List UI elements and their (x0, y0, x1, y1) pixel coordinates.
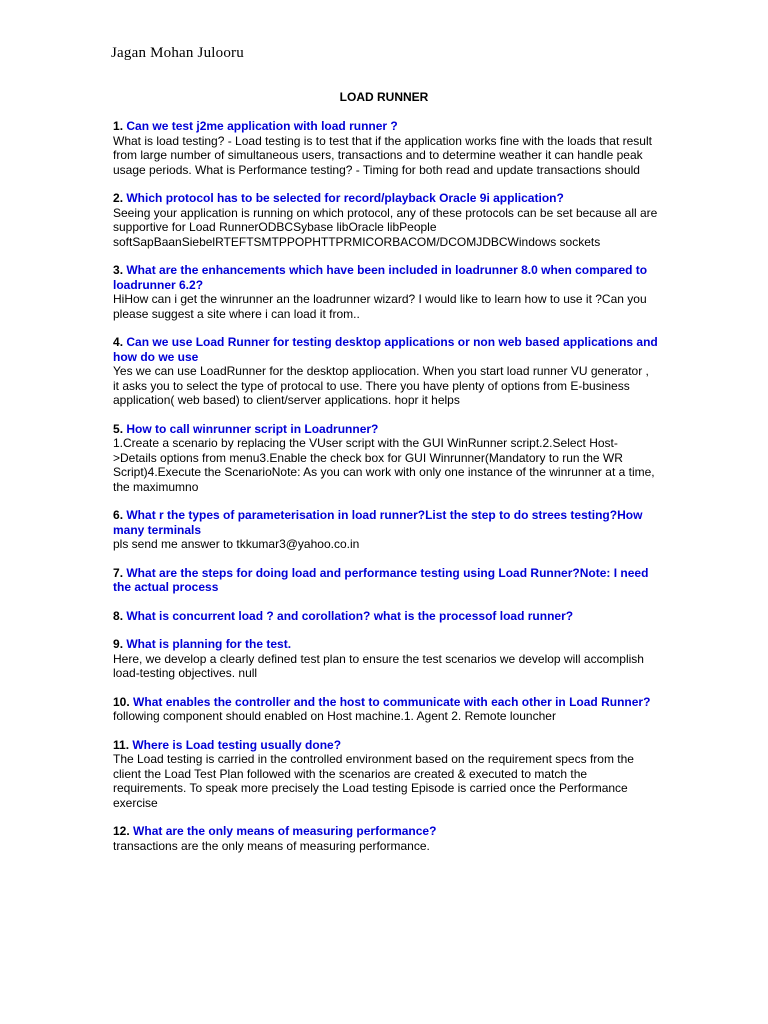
question: 5. How to call winrunner script in Loadrunner? (113, 421, 379, 436)
qa-item (113, 263, 658, 321)
question: 9. What is planning for the test. (113, 637, 292, 651)
question-number: 8 (113, 608, 120, 623)
answer: HiHow can i get the winrunner an the loadrunner wizard? I would like to learn how to use it ?Can you please suggest a site where i can load it from.. (113, 292, 647, 321)
question-number: 9 (113, 637, 120, 651)
answer: transactions are the only means of measuring performance. (113, 838, 430, 853)
question-number: 11 (113, 737, 126, 752)
qa-item (113, 695, 658, 724)
answer: pls send me answer to tkkumar3@yahoo.co.in (113, 537, 360, 551)
qa-item (113, 609, 658, 624)
question-text: What is concurrent load ? and corollation? what is the processof load runner? (126, 608, 574, 623)
qa-item (113, 119, 658, 177)
question-number: 5 (113, 421, 120, 436)
answer: Yes we can use LoadRunner for the desktop appliocation. When you start load runner VU generator , it asks you to select the type of protocal to use. There you have plenty of options from E-business application( web based) to client/server applications. hopr it helps (113, 364, 649, 407)
qa-item (113, 422, 658, 495)
question-text: What are the steps for doing load and performance testing using Load Runner?Note: I need the actual process (113, 565, 649, 594)
qa-item (113, 566, 658, 595)
question: 1. Can we test j2me application with load runner ? (113, 119, 398, 133)
question-text: Can we test j2me application with load runner ? (126, 119, 398, 133)
author-name: Jagan Mohan Julooru (111, 45, 244, 61)
question: 4. Can we use Load Runner for testing desktop applications or non web based applications and how do we use (113, 335, 658, 364)
answer: Here, we develop a clearly defined test plan to ensure the test scenarios we develop will accomplish load-testing objectives. null (113, 651, 644, 680)
question: 2. Which protocol has to be selected for record/playback Oracle 9i application? (113, 191, 564, 205)
question-text: Where is Load testing usually done? (132, 737, 342, 752)
qa-item (113, 824, 658, 853)
answer: Seeing your application is running on which protocol, any of these protocols can be set because all are supportive for Load RunnerODBCSybase libOracle libPeople softSapBaanSiebelRTEFTSMTPPOPHTTPRMICORBACOM/DCOMJDBCWindows sockets (113, 205, 658, 249)
question-number: 1 (113, 119, 120, 133)
answer: following component should enabled on Host machine.1. Agent 2. Remote louncher (113, 709, 556, 723)
question-number: 4 (113, 335, 120, 349)
qa-item (113, 637, 658, 681)
question-number: 7 (113, 565, 120, 580)
question-text: What are the only means of measuring performance? (133, 824, 437, 838)
question: 6. What r the types of parameterisation in load runner?List the step to do strees testing?How many terminals (113, 508, 643, 537)
question-text: Which protocol has to be selected for record/playback Oracle 9i application? (126, 191, 564, 205)
question-number: 12 (113, 824, 127, 838)
question: 10. What enables the controller and the host to communicate with each other in Load Runner? (113, 694, 651, 709)
qa-item (113, 335, 658, 408)
question-number: 6 (113, 508, 120, 522)
question: 8. What is concurrent load ? and corollation? what is the processof load runner? (113, 608, 574, 623)
question-text: What enables the controller and the host to communicate with each other in Load Runner? (133, 694, 651, 709)
question-text: What are the enhancements which have been included in loadrunner 8.0 when compared to loadrunner 6.2? (113, 263, 648, 292)
qa-item (113, 191, 658, 249)
qa-list (113, 119, 658, 853)
question-number: 10 (113, 694, 127, 709)
question-text: Can we use Load Runner for testing desktop applications or non web based applications and how do we use (113, 335, 658, 364)
question: 3. What are the enhancements which have been included in loadrunner 8.0 when compared to loadrunner 6.2? (113, 263, 648, 292)
qa-item (113, 508, 658, 552)
question-text: What r the types of parameterisation in load runner?List the step to do strees testing?How many terminals (113, 508, 643, 537)
document-title: LOAD RUNNER (339, 90, 429, 104)
question-number: 2 (113, 191, 120, 205)
question: 11. Where is Load testing usually done? (113, 737, 342, 752)
question-text: What is planning for the test. (126, 637, 292, 651)
question-number: 3 (113, 263, 120, 277)
question: 7. What are the steps for doing load and performance testing using Load Runner?Note: I need the actual process (113, 565, 649, 594)
question: 12. What are the only means of measuring performance? (113, 824, 437, 838)
answer: The Load testing is carried in the controlled environment based on the requirement specs from the client the Load Test Plan followed with the scenarios are created & executed to match the requirements. To speak more precisely the Load testing Episode is carried once the Performance exercise (113, 752, 634, 810)
answer: 1.Create a scenario by replacing the VUser script with the GUI WinRunner script.2.Select Host->Details options from menu3.Enable the check box for GUI Winrunner(Mandatory to run the WR Script)4.Execute the ScenarioNote: As you can work with only one instance of the winrunner at a time, the maximumno (113, 436, 655, 494)
qa-item (113, 738, 658, 811)
question-text: How to call winrunner script in Loadrunner? (126, 421, 379, 436)
answer: What is load testing? - Load testing is to test that if the application works fine with the loads that result from large number of simultaneous users, transactions and to determine weather it can handle peak usage periods. What is Performance testing? - Timing for both read and update transactions should (113, 133, 652, 177)
